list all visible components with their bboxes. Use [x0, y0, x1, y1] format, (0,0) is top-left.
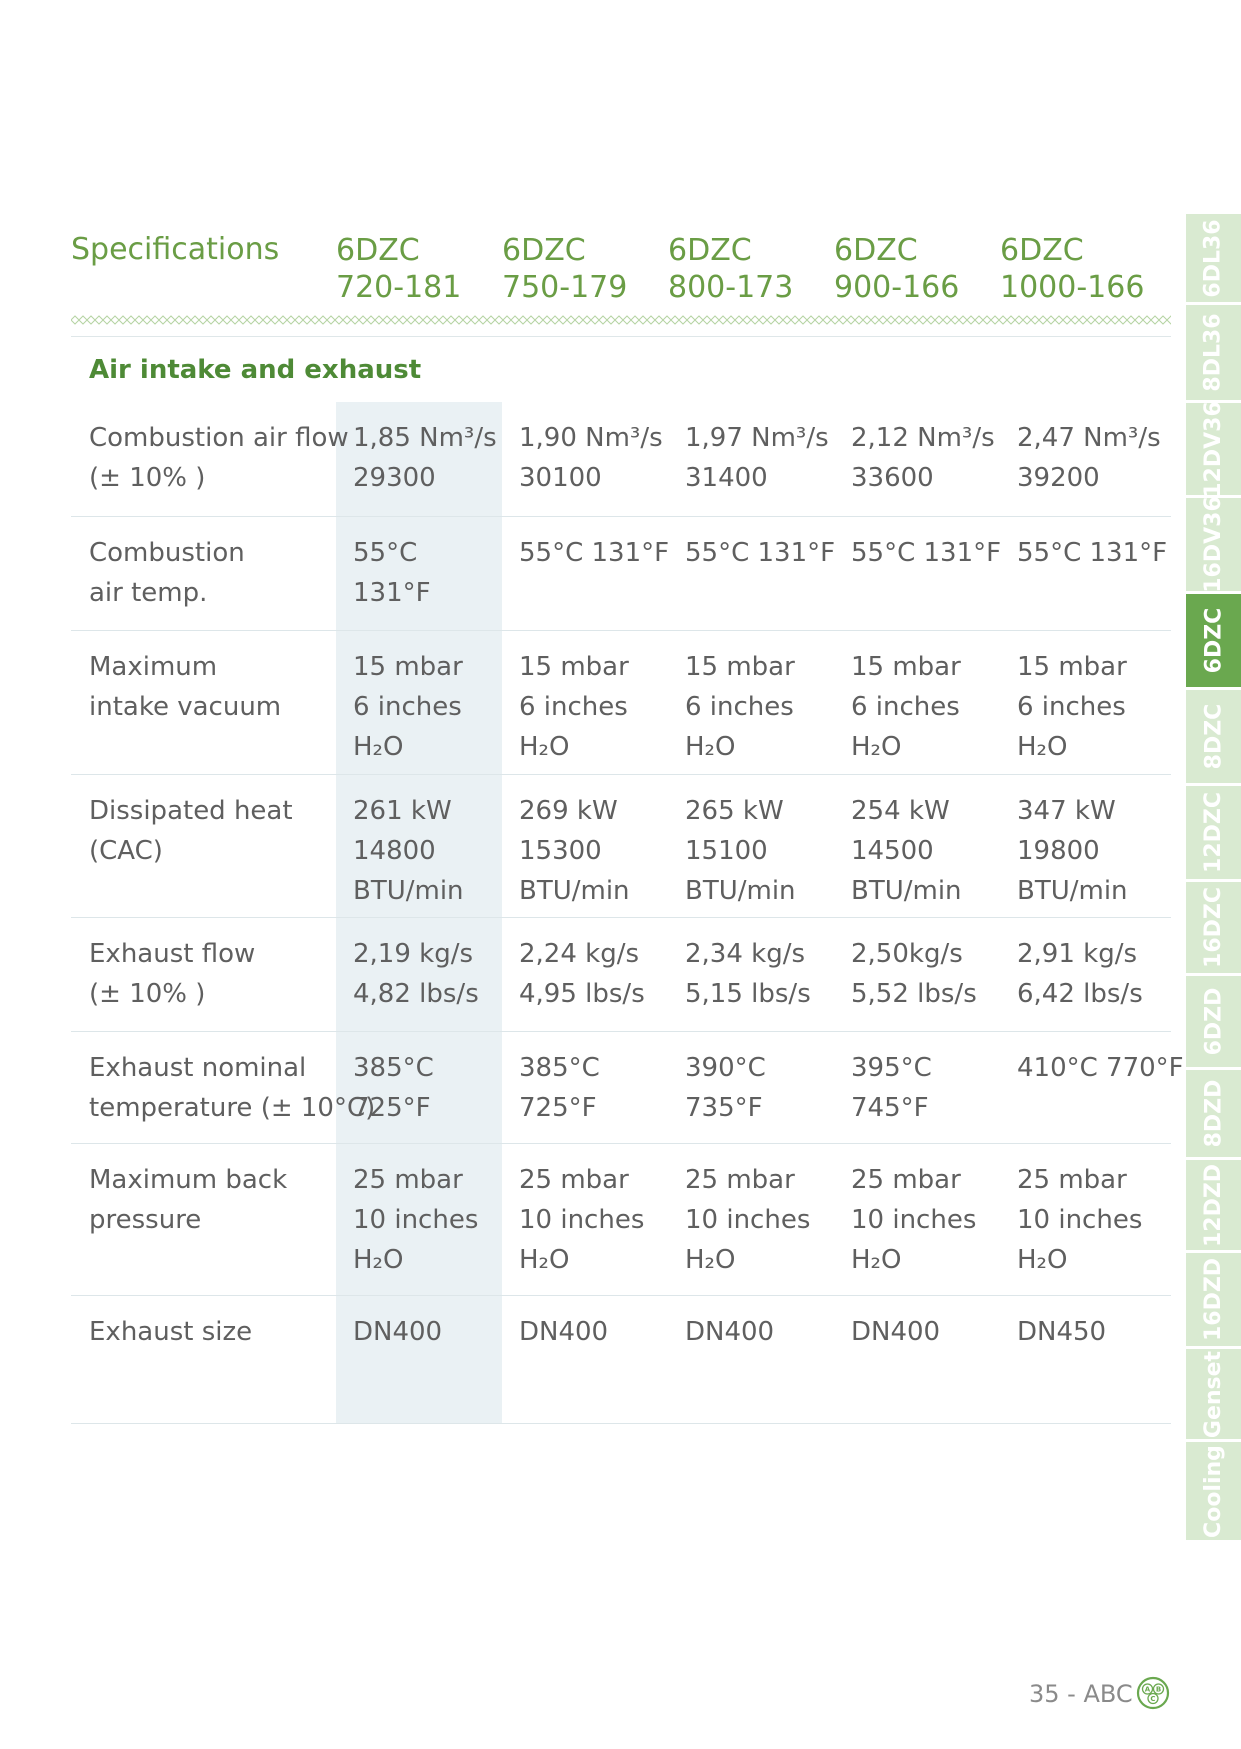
value-line: 1,97 Nm³/s [685, 423, 829, 453]
value-line: 15 mbar [1017, 652, 1127, 682]
tab-label: 8DZC [1201, 703, 1227, 770]
tab-12dzd[interactable] [1186, 1160, 1241, 1253]
value-line: 15 mbar [353, 652, 463, 682]
value-cell [685, 791, 796, 911]
value-cell [519, 533, 669, 573]
value-line: H₂O [353, 1245, 404, 1275]
value-line: 2,12 Nm³/s [851, 423, 995, 453]
value-line: 5,15 lbs/s [685, 979, 811, 1009]
value-cell [851, 934, 977, 1014]
value-line: 1,85 Nm³/s [353, 423, 497, 453]
row-label-line: Exhaust size [89, 1317, 253, 1347]
value-line: 410°C 770°F [1017, 1053, 1184, 1083]
value-line: 25 mbar [851, 1165, 961, 1195]
value-cell [353, 1160, 478, 1280]
model-header-4 [834, 232, 959, 306]
value-line: H₂O [1017, 1245, 1068, 1275]
value-cell [519, 418, 663, 498]
row-label-line: Maximum back [89, 1165, 288, 1195]
value-line: 55°C 131°F [1017, 538, 1168, 568]
value-cell [851, 647, 961, 767]
value-line: 55°C 131°F [851, 538, 1002, 568]
value-cell [685, 647, 795, 767]
tab-8dzc[interactable] [1186, 690, 1241, 786]
value-line: 385°C [519, 1053, 600, 1083]
model-header-3 [668, 232, 793, 306]
zigzag-divider [71, 314, 1171, 326]
table-row [71, 1296, 1171, 1424]
value-line: 55°C 131°F [685, 538, 836, 568]
model-series: 6DZC [336, 233, 420, 268]
value-cell [519, 1160, 644, 1280]
tab-8dl36[interactable] [1186, 305, 1241, 403]
value-cell [851, 1048, 932, 1128]
row-label-line: Maximum [89, 652, 218, 682]
value-line: 33600 [851, 463, 934, 493]
value-line: 2,24 kg/s [519, 939, 640, 969]
tab-8dzd[interactable] [1186, 1070, 1241, 1160]
value-line: 2,50kg/s [851, 939, 963, 969]
value-cell [685, 1160, 810, 1280]
value-line: 10 inches [685, 1205, 811, 1235]
value-line: 2,34 kg/s [685, 939, 806, 969]
value-line: 6,42 lbs/s [1017, 979, 1143, 1009]
abc-logo-icon [1136, 1676, 1170, 1710]
value-line: 15 mbar [519, 652, 629, 682]
value-cell [1017, 418, 1161, 498]
value-cell [1017, 1160, 1142, 1280]
svg-text:B: B [1155, 1685, 1162, 1694]
table-row [71, 402, 1171, 517]
value-cell [1017, 533, 1167, 573]
tab-12dv36[interactable] [1186, 400, 1241, 498]
value-line: 31400 [685, 463, 768, 493]
row-label-line: temperature (± 10°C) [89, 1093, 376, 1123]
value-line: H₂O [851, 732, 902, 762]
value-line: 2,19 kg/s [353, 939, 474, 969]
value-line: 745°F [851, 1093, 929, 1123]
value-cell [353, 533, 431, 613]
page-number: 35 - ABC [1029, 1680, 1133, 1708]
value-cell [851, 791, 962, 911]
row-label-line: (CAC) [89, 836, 163, 866]
value-line: 10 inches [851, 1205, 977, 1235]
tab-label: 16DZC [1201, 887, 1227, 968]
tab-6dl36[interactable] [1186, 214, 1241, 305]
model-variant: 900-166 [834, 270, 960, 305]
value-cell [519, 934, 645, 1014]
value-cell [685, 1312, 774, 1352]
value-line: H₂O [1017, 732, 1068, 762]
row-label [89, 647, 281, 727]
model-variant: 800-173 [668, 270, 794, 305]
table-row [71, 918, 1171, 1032]
value-line: 6 inches [685, 692, 794, 722]
tab-label: Cooling [1201, 1444, 1226, 1538]
value-cell [353, 418, 497, 498]
value-line: H₂O [685, 1245, 736, 1275]
value-line: 15300 [519, 836, 602, 866]
value-cell [851, 1312, 940, 1352]
row-label-line: (± 10% ) [89, 463, 206, 493]
value-line: 2,47 Nm³/s [1017, 423, 1161, 453]
value-cell [685, 418, 829, 498]
value-line: 39200 [1017, 463, 1100, 493]
model-series: 6DZC [502, 233, 586, 268]
row-label [89, 791, 293, 871]
tab-16dv36[interactable] [1186, 498, 1241, 594]
tab-label: 16DZD [1201, 1257, 1226, 1342]
tab-label: Genset [1201, 1350, 1226, 1438]
value-line: 10 inches [353, 1205, 479, 1235]
svg-text:A: A [1144, 1685, 1151, 1694]
model-variant: 1000-166 [1000, 270, 1145, 305]
value-cell [1017, 791, 1128, 911]
model-header-2 [502, 232, 627, 306]
value-line: 347 kW [1017, 796, 1116, 826]
value-cell [519, 1312, 608, 1352]
value-line: 2,91 kg/s [1017, 939, 1138, 969]
value-line: 25 mbar [353, 1165, 463, 1195]
value-line: H₂O [685, 732, 736, 762]
tab-genset[interactable] [1186, 1349, 1241, 1442]
value-line: DN400 [519, 1317, 609, 1347]
value-line: 390°C [685, 1053, 766, 1083]
row-label [89, 1048, 375, 1128]
tab-label: 6DZC [1201, 607, 1227, 674]
tab-label: 6DL36 [1201, 218, 1227, 298]
value-line: 10 inches [519, 1205, 645, 1235]
value-cell [353, 1048, 434, 1128]
tab-cooling[interactable] [1186, 1442, 1241, 1543]
model-header-1 [336, 232, 461, 306]
model-series: 6DZC [668, 233, 752, 268]
value-cell [353, 791, 464, 911]
value-line: 6 inches [519, 692, 628, 722]
spec-header [71, 232, 1171, 312]
tab-label: 12DZC [1201, 792, 1227, 873]
tab-label: 16DV36 [1201, 496, 1226, 593]
value-line: 395°C [851, 1053, 932, 1083]
row-label [89, 418, 349, 498]
value-line: 5,52 lbs/s [851, 979, 977, 1009]
value-cell [353, 647, 463, 767]
table-row [71, 631, 1171, 775]
value-line: H₂O [519, 1245, 570, 1275]
value-cell [1017, 934, 1143, 1014]
value-line: DN450 [1017, 1317, 1107, 1347]
value-line: H₂O [353, 732, 404, 762]
spec-title: Specifications [71, 232, 280, 267]
value-cell [519, 791, 630, 911]
value-line: 15 mbar [851, 652, 961, 682]
row-label-line: Exhaust nominal [89, 1053, 307, 1083]
value-cell [1017, 1048, 1184, 1088]
table-row [71, 1032, 1184, 1144]
value-line: 265 kW [685, 796, 784, 826]
model-series: 6DZC [834, 233, 918, 268]
value-line: 131°F [353, 578, 431, 608]
value-cell [353, 934, 479, 1014]
value-cell [685, 934, 811, 1014]
value-cell [851, 1160, 976, 1280]
value-line: 385°C [353, 1053, 434, 1083]
value-line: 725°F [353, 1093, 431, 1123]
value-line: 261 kW [353, 796, 452, 826]
value-line: 30100 [519, 463, 602, 493]
value-line: DN400 [685, 1317, 775, 1347]
tab-label: 12DZD [1201, 1163, 1226, 1247]
value-cell [353, 1312, 442, 1352]
section-title: Air intake and exhaust [89, 355, 422, 385]
model-header-5 [1000, 232, 1144, 306]
value-line: 25 mbar [1017, 1165, 1127, 1195]
table-row [71, 1144, 1171, 1296]
value-line: 4,95 lbs/s [519, 979, 645, 1009]
value-line: 269 kW [519, 796, 618, 826]
row-label-line: Dissipated heat [89, 796, 293, 826]
row-label-line: Combustion [89, 538, 245, 568]
value-line: 725°F [519, 1093, 597, 1123]
value-line: H₂O [851, 1245, 902, 1275]
svg-text:C: C [1150, 1695, 1156, 1703]
value-cell [685, 1048, 766, 1128]
model-variant: 720-181 [336, 270, 462, 305]
divider [71, 336, 1171, 337]
value-line: 15100 [685, 836, 768, 866]
value-line: 19800 [1017, 836, 1100, 866]
value-line: 25 mbar [519, 1165, 629, 1195]
model-variant: 750-179 [502, 270, 628, 305]
value-line: BTU/min [685, 876, 796, 906]
row-label [89, 1160, 287, 1240]
tab-12dzc[interactable] [1186, 786, 1241, 882]
tab-16dzc[interactable] [1186, 882, 1241, 976]
value-line: 254 kW [851, 796, 950, 826]
value-line: 6 inches [1017, 692, 1126, 722]
row-label-line: pressure [89, 1205, 202, 1235]
row-label-line: air temp. [89, 578, 208, 608]
value-line: 55°C [353, 538, 418, 568]
value-line: 735°F [685, 1093, 763, 1123]
value-cell [851, 418, 995, 498]
value-line: 25 mbar [685, 1165, 795, 1195]
row-label-line: Combustion air flow [89, 423, 349, 453]
value-cell [519, 1048, 600, 1128]
value-line: 6 inches [353, 692, 462, 722]
value-line: BTU/min [353, 876, 464, 906]
value-line: 4,82 lbs/s [353, 979, 479, 1009]
value-line: 14500 [851, 836, 934, 866]
value-line: DN400 [851, 1317, 941, 1347]
tab-6dzd[interactable] [1186, 976, 1241, 1070]
tab-label: 8DZD [1201, 1079, 1227, 1148]
value-line: BTU/min [519, 876, 630, 906]
model-series: 6DZC [1000, 233, 1084, 268]
value-line: H₂O [519, 732, 570, 762]
value-cell [685, 533, 835, 573]
table-row [71, 517, 1171, 631]
table-row [71, 775, 1171, 918]
value-line: 15 mbar [685, 652, 795, 682]
value-line: 10 inches [1017, 1205, 1143, 1235]
value-line: BTU/min [851, 876, 962, 906]
row-label [89, 533, 245, 613]
value-line: DN400 [353, 1317, 443, 1347]
tab-label: 12DV36 [1201, 400, 1226, 498]
row-label-line: Exhaust flow [89, 939, 256, 969]
value-cell [519, 647, 629, 767]
row-label [89, 1312, 252, 1352]
value-line: 29300 [353, 463, 436, 493]
value-cell [1017, 1312, 1106, 1352]
tab-label: 6DZD [1201, 987, 1227, 1056]
row-label [89, 934, 255, 1014]
value-line: 6 inches [851, 692, 960, 722]
value-cell [1017, 647, 1127, 767]
row-divider [71, 1423, 1171, 1424]
value-cell [851, 533, 1001, 573]
value-line: 55°C 131°F [519, 538, 670, 568]
row-label-line: intake vacuum [89, 692, 282, 722]
tab-label: 8DL36 [1201, 313, 1227, 392]
value-line: 1,90 Nm³/s [519, 423, 663, 453]
value-line: 14800 [353, 836, 436, 866]
row-label-line: (± 10% ) [89, 979, 206, 1009]
tab-6dzc[interactable] [1186, 594, 1241, 690]
value-line: BTU/min [1017, 876, 1128, 906]
tab-16dzd[interactable] [1186, 1253, 1241, 1349]
